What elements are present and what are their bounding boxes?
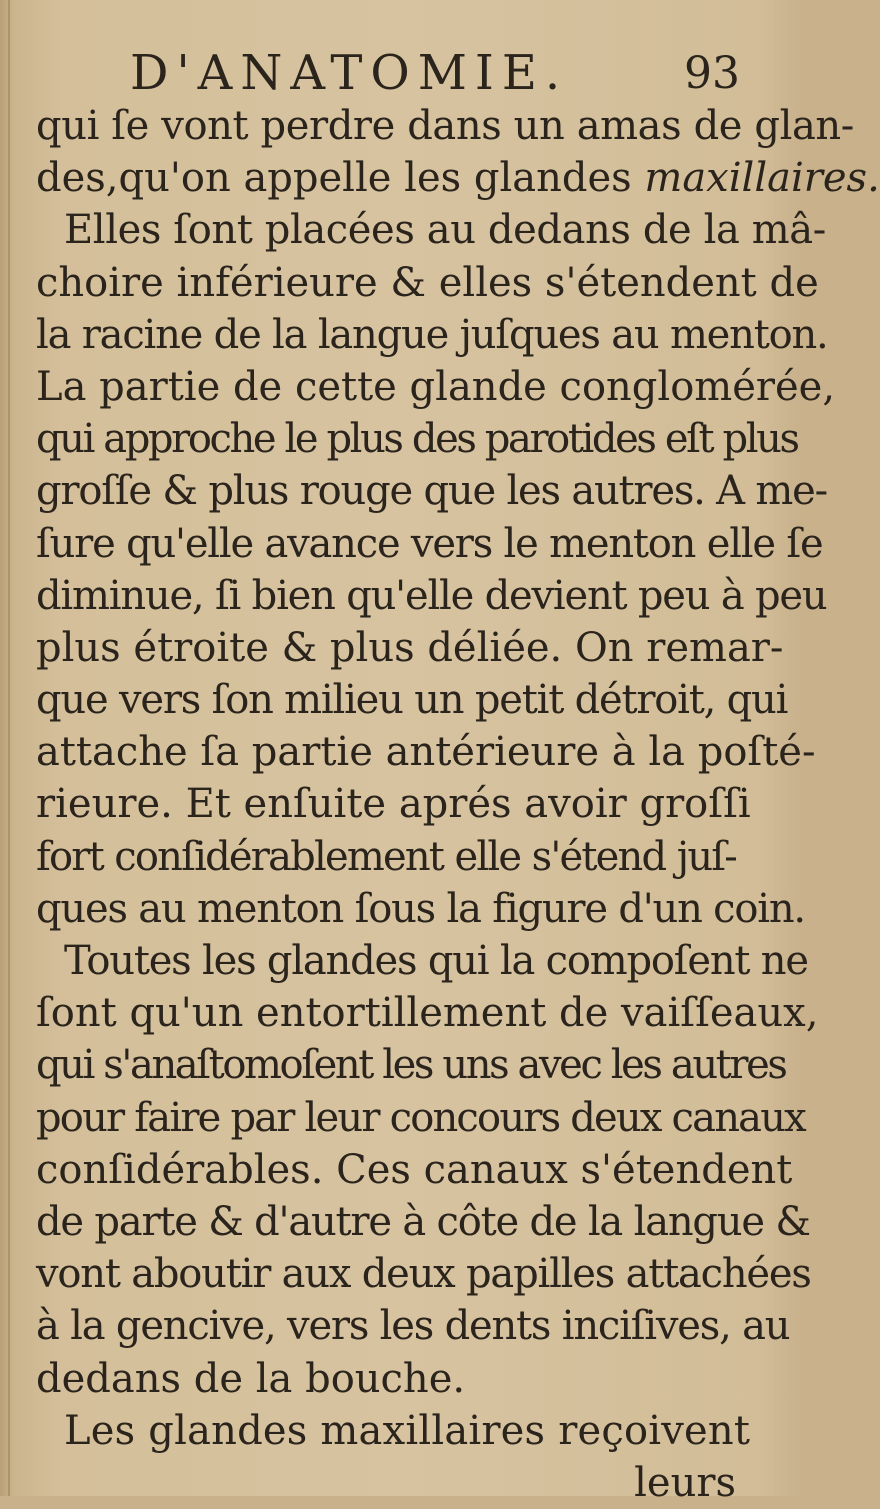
text-line: plus étroite & plus déliée. On remar- [36, 624, 784, 671]
text-line: diminue, ſi bien qu'elle devient peu à peu [36, 572, 827, 619]
text-line: fort conſidérablement elle s'étend juſ- [36, 833, 736, 880]
text-line: La partie de cette glande conglomérée, [36, 363, 836, 410]
paragraph-start-line: Les glandes maxillaires reçoivent [64, 1407, 751, 1454]
catchword: leurs [634, 1459, 736, 1506]
text-line: groſſe & plus rouge que les autres. A me- [36, 468, 827, 515]
text-line [36, 152, 880, 204]
text-line: attache ſa partie antérieure à la poſté- [36, 729, 816, 776]
text-line: ſure qu'elle avance vers le menton elle ſe [36, 520, 823, 567]
paragraph-start-line: Toutes les glandes qui la compoſent ne [64, 938, 808, 984]
text-line: dedans de la bouche. [36, 1355, 466, 1402]
text-line: qui s'anaſtomoſent les uns avec les autres [36, 1042, 786, 1089]
text-line: de parte & d'autre à côte de la langue & [36, 1198, 810, 1245]
running-title: D'ANATOMIE. [130, 45, 569, 101]
text-line: qui approche le plus des parotides eſt plus [36, 416, 798, 463]
text-line: rieure. Et enſuite aprés avoir groſſi [36, 781, 751, 828]
text-line: la racine de la langue juſques au menton. [36, 311, 828, 358]
page-number: 93 [684, 47, 740, 99]
text-line: à la gencive, vers les dents inciſives, au [36, 1303, 790, 1350]
body-text [36, 100, 880, 1509]
page-header [130, 38, 740, 108]
gutter-shadow [8, 0, 10, 1496]
text-line: ſont qu'un entortillement de vaiſſeaux, [36, 990, 819, 1037]
text-line: ques au menton ſous la figure d'un coin. [36, 885, 805, 932]
text-line: choire inférieure & elles s'étendent de [36, 259, 819, 306]
text-line: pour faire par leur concours deux canaux [36, 1094, 805, 1141]
italic-term: maxillaires. [644, 155, 880, 202]
text-line: conſidérables. Ces canaux s'étendent [36, 1146, 793, 1193]
text-line: qui ſe vont perdre dans un amas de glan- [36, 103, 854, 149]
text-line-start: des,qu'on appelle les glandes [36, 155, 645, 202]
text-line: vont aboutir aux deux papilles attachées [36, 1251, 811, 1298]
text-line: que vers ſon milieu un petit détroit, qui [36, 677, 788, 724]
paragraph-start-line: Elles ſont placées au dedans de la mâ- [64, 207, 826, 254]
